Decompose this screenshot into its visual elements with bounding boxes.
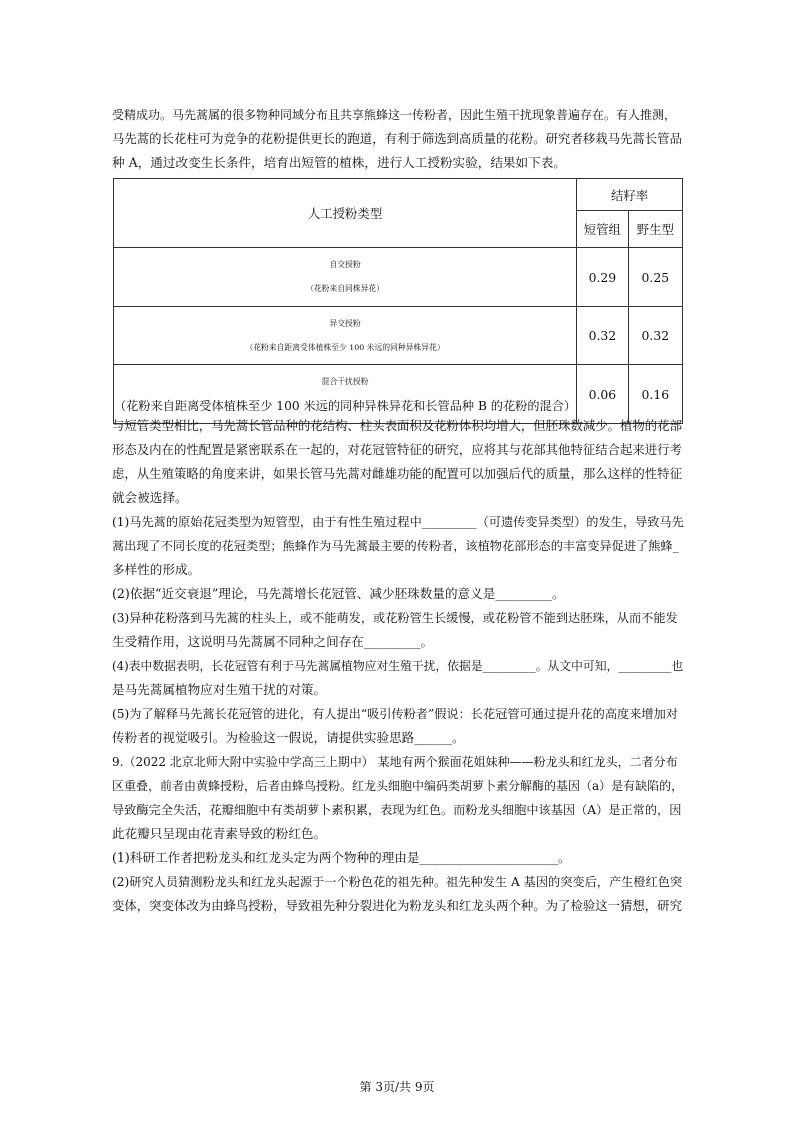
question-line: (4)表中数据表明，长花冠管有利于马先蒿属植物应对生殖干扰，依据是_________。从文中可知，_________也 xyxy=(112,659,684,673)
row-type-name: 混合干扰授粉 xyxy=(321,377,369,386)
header-wild-type: 野生型 xyxy=(628,211,682,248)
text-line: 与短管类型相比，马先蒿长管品种的花结构、柱头表面积及花粉体积均增大，但胚珠数减少。植物的花部 xyxy=(112,418,682,433)
row-type-cell xyxy=(114,248,577,307)
row-short-value: 0.32 xyxy=(577,307,629,365)
header-seed-set-rate: 结籽率 xyxy=(577,179,683,211)
text-line: 种 A，通过改变生长条件，培育出短管的植株，进行人工授粉实验，结果如下表。 xyxy=(112,155,566,170)
row-type-note: （花粉来自距离受体植株至少 100 米远的同种异株异花） xyxy=(245,342,445,352)
table-row xyxy=(114,248,683,307)
row-type-cell xyxy=(114,307,577,365)
question-line: (2)依据“近交衰退”理论，马先蒿增长花冠管、减少胚珠数量的意义是_________。 xyxy=(112,586,565,601)
header-short-tube-group: 短管组 xyxy=(577,211,629,248)
question-line: 变体，突变体改为由蜂鸟授粉，导致祖先种分裂进化为粉龙头和红龙头两个种。为了检验这一猜想，研究 xyxy=(112,898,682,913)
problem-9-line: 此花瓣只呈现由花青素导致的粉红色。 xyxy=(112,826,327,841)
text-line: 形态及内在的性配置是紧密联系在一起的，对花冠管特征的研究，应将其与花部其他特征结合起来进行考 xyxy=(112,442,682,457)
question-line: (3)异种花粉落到马先蒿的柱头上，或不能萌发，或花粉管生长缓慢，或花粉管不能到达胚珠，从而不能发 xyxy=(112,611,678,625)
text-line: 虑，从生殖策略的角度来讲，如果长管马先蒿对雌雄功能的配置可以加强后代的质量，那么这样的性特征 xyxy=(112,466,682,481)
row-type-note: （花粉来自距离受体植株至少 100 米远的同种异株异花和长管品种 B 的花粉的混合） xyxy=(114,399,577,413)
row-wild-value: 0.25 xyxy=(628,248,682,307)
question-line: 是马先蒿属植物应对生殖干扰的对策。 xyxy=(112,682,327,697)
body-text xyxy=(112,414,684,918)
problem-9-line: 区重叠，前者由黄蜂授粉，后者由蜂鸟授粉。红龙头细胞中编码类胡萝卜素分解酶的基因（a）是有缺陷的， xyxy=(112,779,684,793)
row-short-value: 0.06 xyxy=(577,365,629,424)
row-short-value: 0.29 xyxy=(577,248,629,307)
question-line: (1)马先蒿的原始花冠类型为短管型，由于有性生殖过程中_________（可遗传变异类型）的发生，导致马先 xyxy=(112,515,684,529)
text-line: 受精成功。马先蒿属的很多物种同域分布且共享熊蜂这一传粉者，因此生殖干扰现象普遍存在。有人推测， xyxy=(112,108,677,122)
row-wild-value: 0.32 xyxy=(628,307,682,365)
intro-paragraph xyxy=(112,103,684,175)
pollination-results-table xyxy=(113,178,683,424)
question-line: (1)科研工作者把粉龙头和红龙头定为两个物种的理由是______________________。 xyxy=(112,850,571,865)
row-type-note: （花粉来自同株异花） xyxy=(306,284,385,293)
row-wild-value: 0.16 xyxy=(628,365,682,424)
row-type-name: 异交授粉 xyxy=(329,318,361,328)
row-type-name: 自交授粉 xyxy=(329,260,361,269)
question-line: (2)研究人员猜测粉龙头和红龙头起源于一个粉色花的祖先种。祖先种发生 A 基因的突变后，产生橙红色突 xyxy=(112,875,683,889)
problem-9-line: 9.（2022 北京北师大附中实验中学高三上期中） 某地有两个猴面花姐妹种——粉龙头和红龙头，二者分布 xyxy=(112,755,678,769)
table-row xyxy=(114,307,683,365)
question-line: 蒿出现了不同长度的花冠类型；熊蜂作为马先蒿最主要的传粉者，该植物花部形态的丰富变异促进了熊蜂_ xyxy=(112,539,679,553)
text-line: 马先蒿的长花柱可为竞争的花粉提供更长的跑道，有利于筛选到高质量的花粉。研究者移栽马先蒿长管品 xyxy=(112,131,682,146)
question-line: 生受精作用，这说明马先蒿属不同种之间存在_________。 xyxy=(112,634,434,649)
question-line: 传粉者的视觉吸引。为检验这一假说，请提供实验思路______。 xyxy=(112,730,465,745)
question-line: (5)为了解释马先蒿长花冠管的进化，有人提出“吸引传粉者”假说：长花冠管可通过提升花的高度来增加对 xyxy=(112,707,678,721)
problem-9-line: 导致酶完全失活，花瓣细胞中有类胡萝卜素积累，表现为红色。而粉龙头细胞中该基因（A）是正常的，因 xyxy=(112,803,682,817)
header-pollination-type: 人工授粉类型 xyxy=(114,179,577,248)
question-line: 多样性的形成。 xyxy=(112,562,201,577)
page-number: 第 3页/共 9页 xyxy=(359,1080,435,1094)
text-line: 就会被选择。 xyxy=(112,490,188,505)
